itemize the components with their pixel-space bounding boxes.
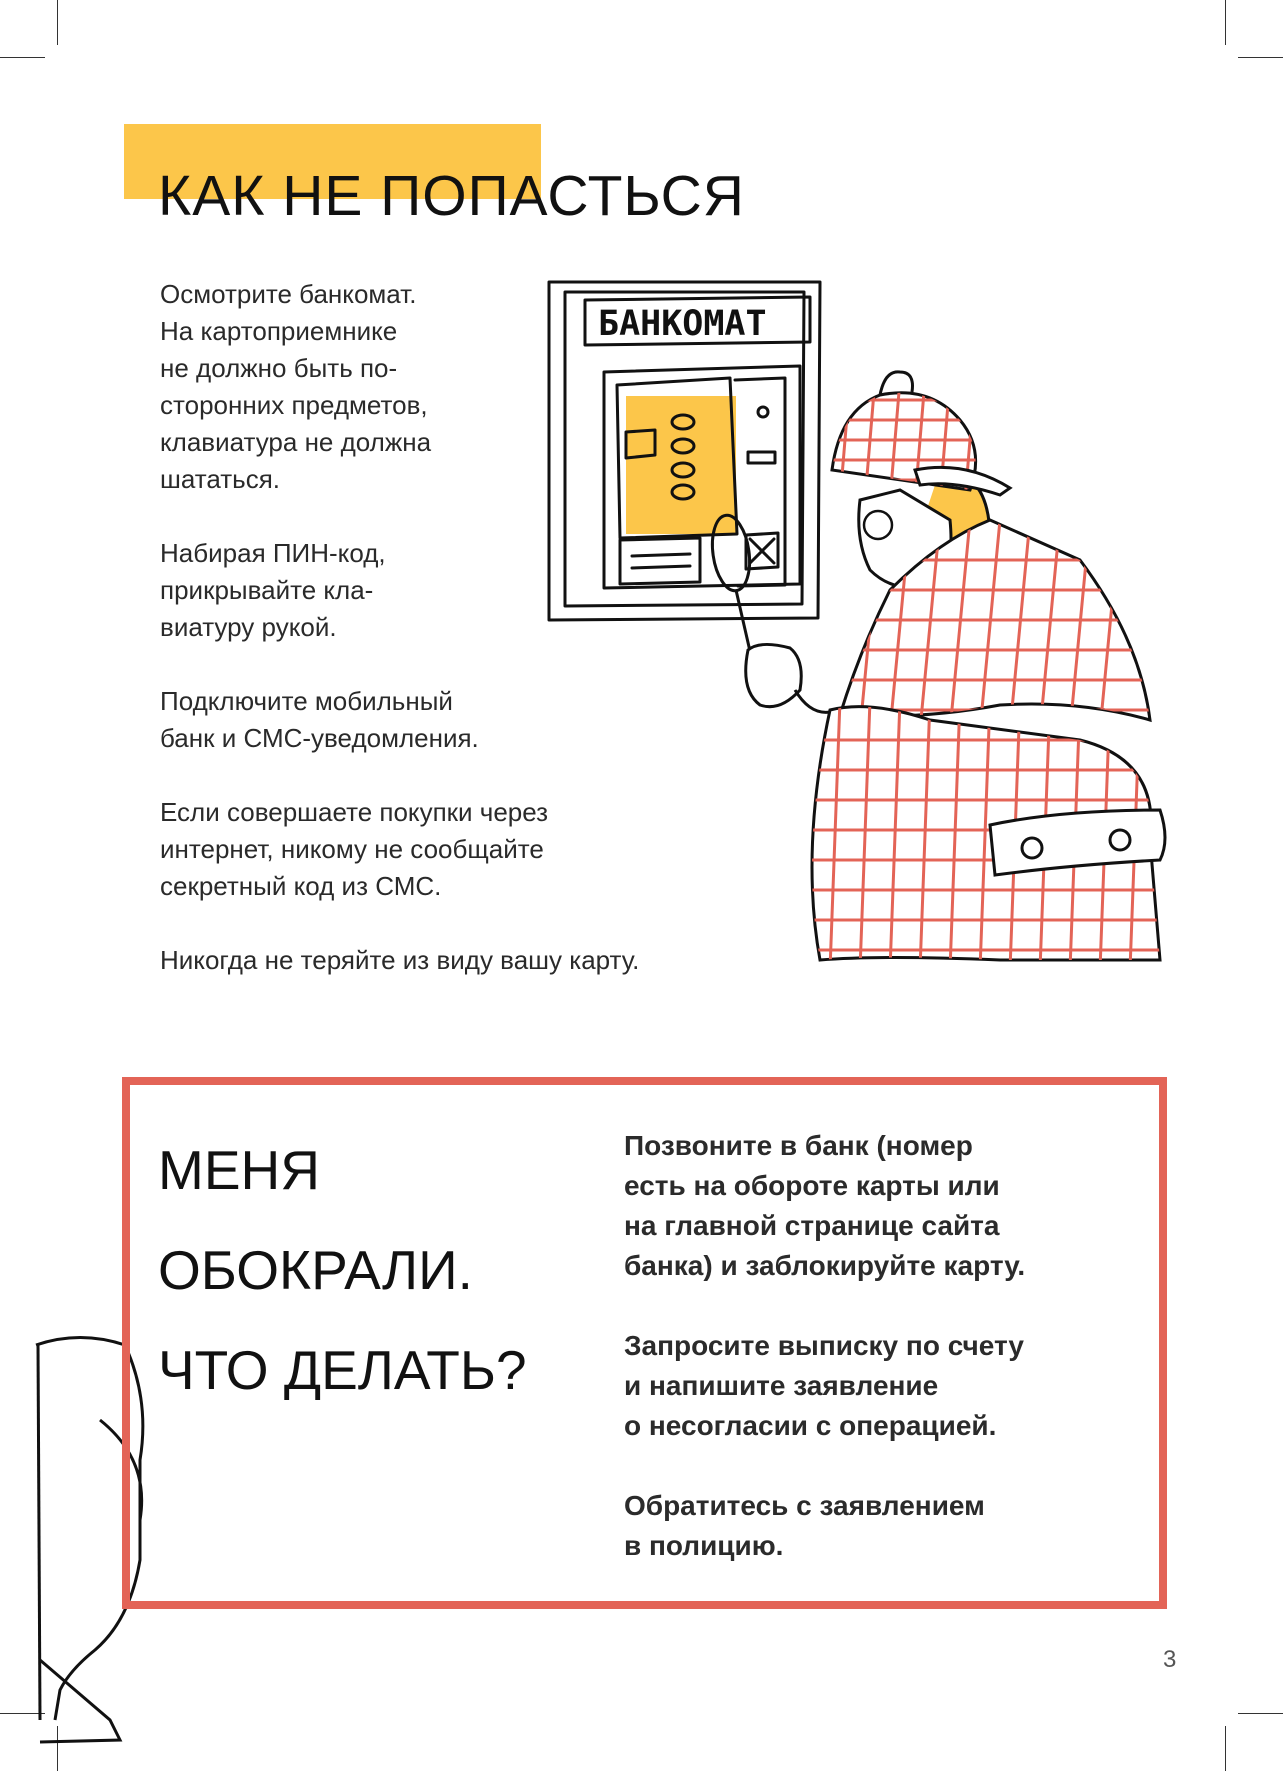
page-title: КАК НЕ ПОПАСТЬСЯ: [158, 164, 745, 228]
step-item: Обратитесь с заявлением в полицию.: [624, 1490, 985, 1561]
tip-item: Если совершаете покупки через интернет, никому не сообщайте секретный код из СМС.: [160, 797, 549, 901]
tip-item: Осмотрите банкомат. На картоприемнике не должно быть по- сторонних предметов, клавиатура не должна шататься.: [160, 279, 432, 494]
page-number: 3: [1163, 1646, 1177, 1673]
robbed-heading: МЕНЯ ОБОКРАЛИ. ЧТО ДЕЛАТЬ?: [158, 1139, 527, 1401]
tip-item: Подключите мобильный банк и СМС-уведомления.: [160, 686, 479, 753]
atm-sign-label: БАНКОМАТ: [598, 304, 767, 344]
step-item: Запросите выписку по счету и напишите заявление о несогласии с операцией.: [624, 1330, 1024, 1441]
step-item: Позвоните в банк (номер есть на обороте карты или на главной странице сайта банка) и заблокируйте карту.: [624, 1130, 1026, 1281]
tip-item: Никогда не теряйте из виду вашу карту.: [160, 945, 640, 975]
robbed-steps: [624, 1126, 1124, 1606]
tip-item: Набирая ПИН-код, прикрывайте кла- виатуру рукой.: [160, 538, 386, 642]
